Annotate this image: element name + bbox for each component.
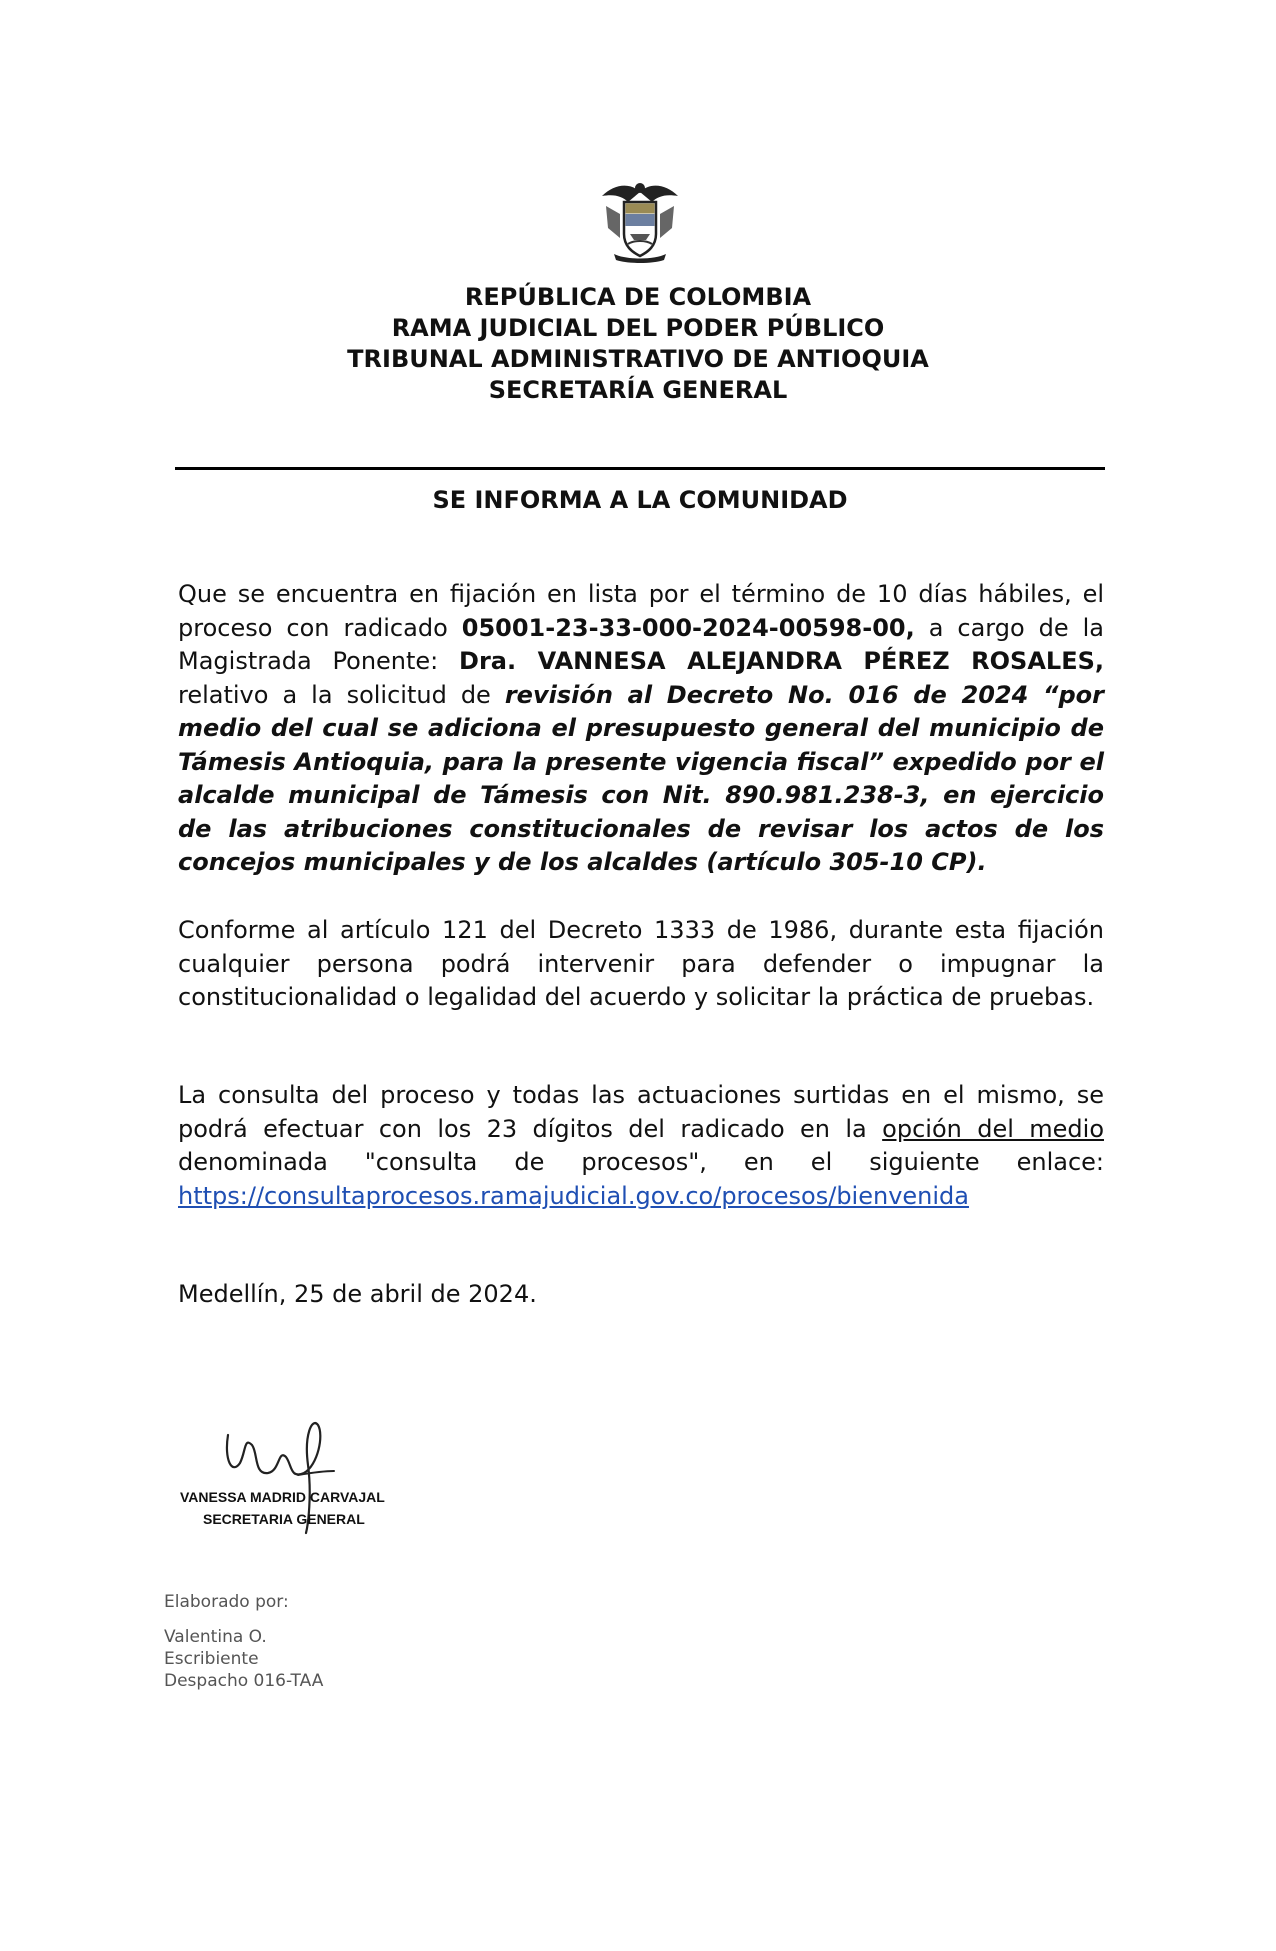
prepared-by-name: Valentina O. [164,1627,267,1647]
paragraph-intervencion: Conforme al artículo 121 del Decreto 1333 de 1986, durante esta fijación cualquier persona podrá intervenir para defender o impugnar la constitucionalidad o legalidad del acuerdo y solicitar la práctica de pruebas. [178,916,1104,1011]
radicado-number: 05001-23-33-000-2024-00598-00, [461,613,915,642]
header-tribunal: TRIBUNAL ADMINISTRATIVO DE ANTIOQUIA [347,345,929,373]
prepared-by-office: Despacho 016-TAA [164,1671,324,1691]
consulta-procesos-link[interactable]: https://consultaprocesos.ramajudicial.gov.co/procesos/bienvenida [178,1181,969,1210]
case-subject: revisión al Decreto No. 016 de 2024 “por medio del cual se adiciona el presupuesto general del municipio de Támesis Antioquia, para la presente vigencia fiscal” expedido por el alcalde municipal de Támesis con Nit. 890.981.238-3, en ejercicio de las atribuciones constitucionales de revisar los actos de los concejos municipales y de los alcaldes (artículo 305-10 CP). [178,680,1104,876]
paragraph-text: a cargo de la Magistrada Ponente: [178,613,1104,675]
signer-role: SECRETARIA GENERAL [203,1511,365,1527]
paragraph-fijacion [178,578,1104,880]
header-divider [175,467,1105,470]
colombia-coat-of-arms-icon [600,178,680,264]
city-date: Medellín, 25 de abril de 2024. [178,1280,537,1308]
paragraph-text: Que se encuentra en fijación en lista por el término de 10 días hábiles, el proceso con radicado [178,580,1104,642]
paragraph-consulta [178,1079,1104,1213]
header-branch: RAMA JUDICIAL DEL PODER PÚBLICO [391,314,885,342]
header-country: REPÚBLICA DE COLOMBIA [464,283,812,311]
magistrada-name: Dra. VANNESA ALEJANDRA PÉREZ ROSALES, [459,647,1104,675]
paragraph-text: relativo a la solicitud de [178,680,505,709]
prepared-by-label: Elaborado por: [164,1592,289,1612]
notice-title: SE INFORMA A LA COMUNIDAD [432,486,848,514]
header-secretariat: SECRETARÍA GENERAL [488,376,788,404]
prepared-by-role: Escribiente [164,1649,259,1669]
signer-name: VANESSA MADRID CARVAJAL [180,1489,385,1505]
paragraph-text: La consulta del proceso y todas las actuaciones surtidas en el mismo, se podrá efectuar con los 23 dígitos del radicado en la [178,1081,1104,1143]
underlined-text: opción del medio [882,1114,1104,1143]
paragraph-text: denominada "consulta de procesos", en el siguiente enlace: [178,1148,1104,1176]
